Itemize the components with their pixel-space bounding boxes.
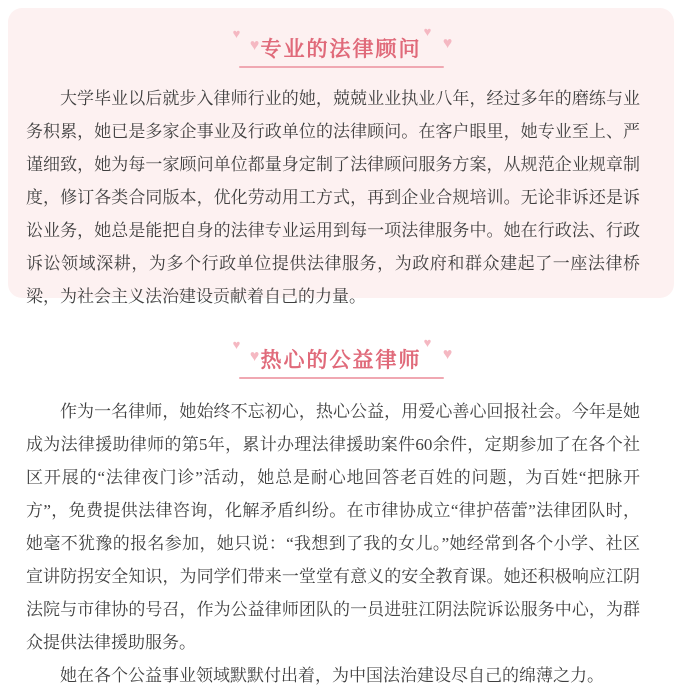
heading-inner (231, 335, 453, 375)
heart-icon: ♥ (442, 346, 453, 363)
heading-underline (239, 66, 444, 68)
section-body-legal-advisor: 大学毕业以后就步入律师行业的她，兢兢业业执业八年，经过多年的磨练与业务积累，她已是多家企事业及行政单位的法律顾问。在客户眼里，她专业至上、严谨细致，她为每一家顾问单位都量身定制了法律顾问服务方案，从规范企业规章制度，修订各类合同版本，优化劳动用工方式，再到企业合规培训。无论非诉还是诉讼业务，她总是能把自身的法律专业运用到每一项法律服务中。她在行政法、行政诉讼领域深耕，为多个行政单位提供法律服务，为政府和群众建起了一座法律桥梁，为社会主义法治建设贡献着自己的力量。 (26, 89, 640, 306)
heart-icon: ♥ (423, 24, 432, 39)
heart-icon: ♥ (249, 37, 260, 54)
section-title: 热心的公益律师 (260, 348, 422, 372)
heading-underline (239, 377, 444, 379)
heart-icon: ♥ (232, 26, 241, 41)
heading-inner (231, 24, 453, 64)
section-title: 专业的法律顾问 (260, 37, 422, 61)
heart-icon: ♥ (232, 337, 241, 352)
heart-icon: ♥ (442, 35, 453, 52)
section-heading-legal-advisor (0, 24, 682, 78)
paragraph: 她在各个公益事业领域默默付出着，为中国法治建设尽自己的绵薄之力。 (60, 666, 604, 685)
paragraph: 作为一名律师，她始终不忘初心，热心公益，用爱心善心回报社会。今年是她成为法律援助律师的第5年，累计办理法律援助案件60余件，定期参加了在各个社区开展的“法律夜门诊”活动，她总是耐心地回答老百姓的问题，为百姓“把脉开方”，免费提供法律咨询，化解矛盾纠纷。在市律协成立“律护蓓蕾”法律团队时，她毫不犹豫的报名参加，她只说：“我想到了我的女儿。”她经常到各个小学、社区宣讲防拐安全知识，为同学们带来一堂堂有意义的安全教育课。她还积极响应江阴法院与市律协的号召，作为公益律师团队的一员进驻江阴法院诉讼服务中心，为群众提供法律援助服务。 (26, 402, 640, 652)
heart-icon: ♥ (423, 335, 432, 350)
heart-icon: ♥ (249, 348, 260, 365)
section-body-public-welfare-lawyer (26, 395, 640, 692)
section-heading-public-welfare-lawyer (0, 335, 682, 389)
